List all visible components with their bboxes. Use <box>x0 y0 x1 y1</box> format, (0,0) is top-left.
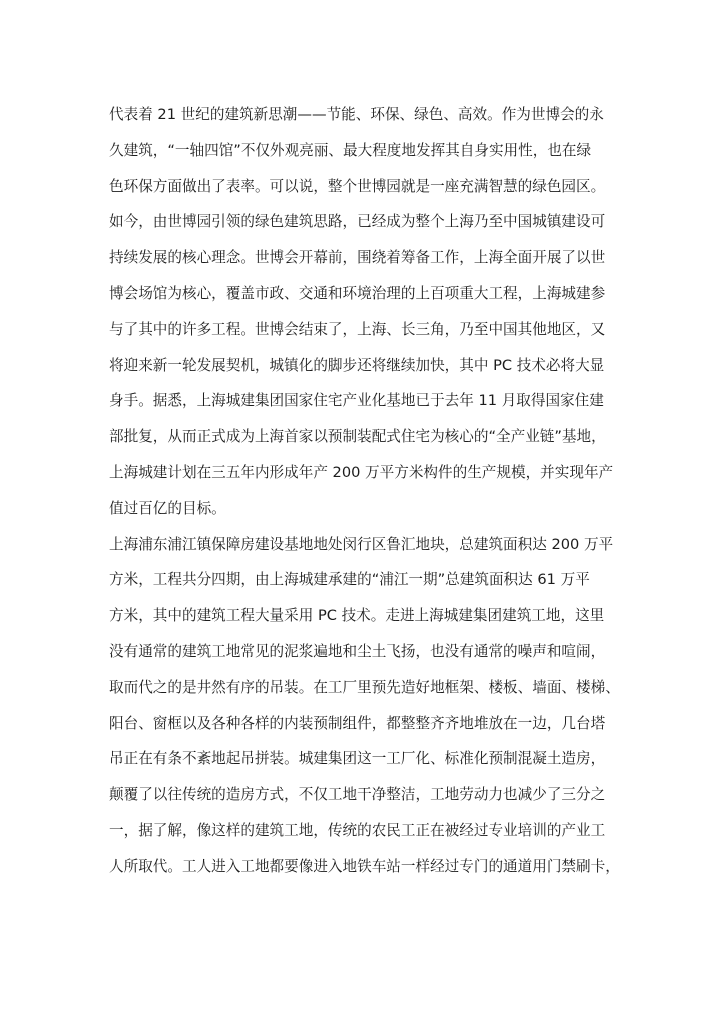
text-line: 持续发展的核心理念。世博会开幕前，围绕着筹备工作，上海全面开展了以世 <box>109 249 606 267</box>
text-line: 与了其中的许多工程。世博会结束了，上海、长三角，乃至中国其他地区，又 <box>109 320 606 338</box>
body-text <box>109 102 620 890</box>
text-line: 阳台、窗框以及各种各样的内装预制组件，都整整齐齐地堆放在一边，几台塔 <box>109 714 606 732</box>
text-line: 如今，由世博园引领的绿色建筑思路，已经成为整个上海乃至中国城镇建设可 <box>109 213 606 231</box>
text-line: 久建筑，“一轴四馆”不仅外观亮丽、最大程度地发挥其自身实用性，也在绿 <box>109 141 592 159</box>
text-line: 身手。据悉，上海城建集团国家住宅产业化基地已于去年 11 月取得国家住建 <box>109 392 604 410</box>
text-line: 方米，其中的建筑工程大量采用 PC 技术。走进上海城建集团建筑工地，这里 <box>109 607 605 625</box>
text-line: 值过百亿的目标。 <box>109 499 226 517</box>
text-line: 上海城建计划在三五年内形成年产 200 万平方米构件的生产规模，并实现年产 <box>109 463 614 481</box>
text-line: 代表着 21 世纪的建筑新思潮——节能、环保、绿色、高效。作为世博会的永 <box>109 106 604 123</box>
text-line: 部批复，从而正式成为上海首家以预制装配式住宅为核心的“全产业链”基地， <box>109 428 606 446</box>
text-line: 博会场馆为核心，覆盖市政、交通和环境治理的上百项重大工程，上海城建参 <box>109 284 606 302</box>
text-line: 上海浦东浦江镇保障房建设基地地处闵行区鲁汇地块，总建筑面积达 200 万平 <box>109 535 614 553</box>
text-line: 一，据了解，像这样的建筑工地，传统的农民工正在被经过专业培训的产业工 <box>109 821 606 839</box>
text-line: 颠覆了以往传统的造房方式，不仅工地干净整洁，工地劳动力也减少了三分之 <box>109 786 606 804</box>
text-line: 取而代之的是井然有序的吊装。在工厂里预先造好地框架、楼板、墙面、楼梯、 <box>109 678 620 696</box>
text-line: 吊正在有条不紊地起吊拼装。城建集团这一工厂化、标准化预制混凝土造房， <box>109 750 606 768</box>
text-line: 方米，工程共分四期，由上海城建承建的“浦江一期”总建筑面积达 61 万平 <box>109 571 590 589</box>
text-line: 没有通常的建筑工地常见的泥浆遍地和尘土飞扬，也没有通常的噪声和喧闹， <box>109 642 606 660</box>
text-line: 色环保方面做出了表率。可以说，整个世博园就是一座充满智慧的绿色园区。 <box>109 177 606 195</box>
text-line: 人所取代。工人进入工地都要像进入地铁车站一样经过专门的通道用门禁刷卡， <box>109 857 620 875</box>
paragraph-2 <box>109 532 620 890</box>
paragraph-1 <box>109 102 615 532</box>
text-line: 将迎来新一轮发展契机，城镇化的脚步还将继续加快，其中 PC 技术必将大显 <box>109 356 605 374</box>
